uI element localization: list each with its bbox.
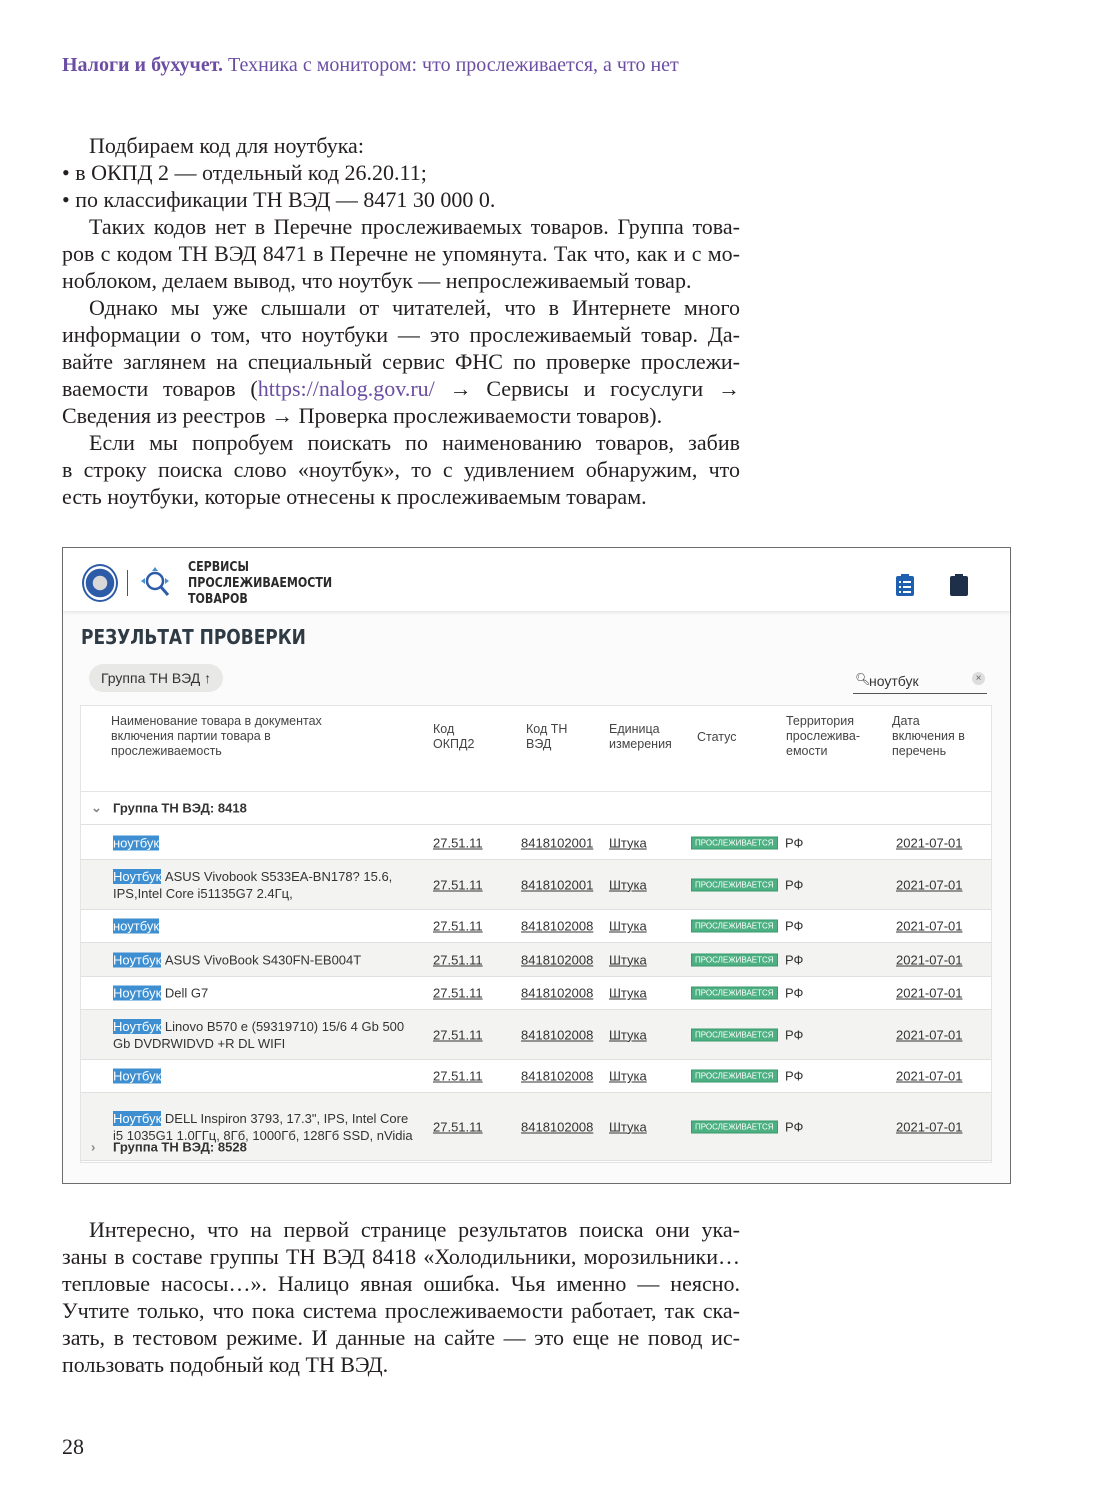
- text-line: Сведения из реестров → Проверка прослеживаемости товаров).: [62, 403, 663, 428]
- search-highlight: Ноутбук: [113, 1018, 162, 1034]
- service-screenshot: [62, 547, 1011, 1184]
- results-table: [80, 705, 992, 1163]
- date-link[interactable]: 2021-07-01: [896, 877, 963, 892]
- traceability-logo-icon: [139, 566, 173, 600]
- tnved-link[interactable]: 8418102008: [521, 918, 594, 934]
- date-link[interactable]: 2021-07-01: [896, 1068, 963, 1084]
- clipboard-list-icon[interactable]: [895, 573, 915, 597]
- table-row[interactable]: [81, 1060, 991, 1093]
- unit-link[interactable]: Штука: [609, 835, 647, 850]
- table-row[interactable]: [81, 860, 991, 910]
- territory: РФ: [785, 952, 804, 967]
- status-badge: ПРОСЛЕЖИВАЕТСЯ: [691, 1120, 778, 1133]
- text: → Сервисы и госуслуги →: [434, 376, 740, 401]
- date-link[interactable]: 2021-07-01: [896, 1027, 963, 1042]
- search-highlight: Ноутбук: [113, 868, 162, 884]
- tnved-link[interactable]: 8418102008: [521, 1027, 594, 1042]
- brand-name: [188, 560, 332, 608]
- text-line: тепловые насосы…». Налицо явная ошибка. Чья именно — неясно.: [62, 1271, 740, 1296]
- product-name: [113, 834, 418, 851]
- product-name: [113, 918, 418, 935]
- chevron-right-icon: ›: [91, 1139, 96, 1155]
- text-line: заны в составе группы ТН ВЭД 8418 «Холодильники, морозильники…: [62, 1244, 740, 1269]
- clipboard-icon[interactable]: [949, 573, 969, 597]
- text-line: есть ноутбуки, которые отнесены к прослеживаемым товарам.: [62, 484, 647, 509]
- brand-line: ПРОСЛЕЖИВАЕМОСТИ: [188, 576, 333, 591]
- status-badge: ПРОСЛЕЖИВАЕТСЯ: [691, 987, 778, 1000]
- okpd-link[interactable]: 27.51.11: [433, 985, 483, 1001]
- text-line: в строку поиска слово «ноутбук», то с удивлением обнаружим, что: [62, 457, 740, 482]
- status-badge: ПРОСЛЕЖИВАЕТСЯ: [691, 953, 778, 966]
- search-highlight: Ноутбук: [113, 1068, 162, 1084]
- territory: РФ: [785, 918, 804, 934]
- territory: РФ: [785, 1119, 804, 1134]
- table-row[interactable]: [81, 910, 991, 943]
- text-line: информации о том, что ноутбуки — это прослеживаемый товар. Да-: [62, 322, 740, 347]
- text-line: Если мы попробуем поискать по наименованию товаров, забив: [89, 430, 740, 455]
- status-badge: ПРОСЛЕЖИВАЕТСЯ: [691, 1028, 778, 1041]
- bullet-item: • по классификации ТН ВЭД — 8471 30 000 0.: [62, 187, 496, 212]
- unit-link[interactable]: Штука: [609, 877, 647, 892]
- bullet-item: • в ОКПД 2 — отдельный код 26.20.11;: [62, 160, 427, 185]
- running-header: [62, 54, 679, 77]
- search-input[interactable]: [853, 670, 987, 694]
- col-name: Наименование товара в документах включения партии товара в прослеживаемость: [111, 714, 322, 758]
- date-link[interactable]: 2021-07-01: [896, 918, 963, 934]
- search-highlight: Ноутбук: [113, 952, 162, 967]
- tnved-link[interactable]: 8418102008: [521, 1119, 594, 1134]
- product-name-text: ASUS VivoBook S430FN-EB004T: [161, 952, 362, 967]
- okpd-link[interactable]: 27.51.11: [433, 1027, 483, 1042]
- unit-link[interactable]: Штука: [609, 952, 647, 967]
- territory: РФ: [785, 985, 804, 1001]
- unit-link[interactable]: Штука: [609, 1027, 647, 1042]
- search-highlight: Ноутбук: [113, 985, 162, 1001]
- group-row-8528[interactable]: [81, 1131, 991, 1163]
- territory: РФ: [785, 1027, 804, 1042]
- col-tnved: Код ТН ВЭД: [526, 722, 568, 751]
- site-header: [63, 548, 1010, 611]
- status-badge: ПРОСЛЕЖИВАЕТСЯ: [691, 836, 778, 849]
- tnved-link[interactable]: 8418102001: [521, 835, 594, 850]
- fns-emblem-icon: [82, 564, 118, 602]
- tnved-link[interactable]: 8418102008: [521, 985, 594, 1001]
- group-sort-chip[interactable]: Группа ТН ВЭД ↑: [89, 664, 223, 692]
- unit-link[interactable]: Штука: [609, 985, 647, 1001]
- territory: РФ: [785, 1068, 804, 1084]
- text-line: зать, в тестовом режиме. И данные на сайте — это еще не повод ис-: [62, 1325, 740, 1350]
- text-line: вайте заглянем на специальный сервис ФНС по проверке прослежи-: [62, 349, 740, 374]
- text-line: Подбираем код для ноутбука:: [89, 133, 364, 158]
- search-highlight: ноутбук: [113, 918, 160, 934]
- okpd-link[interactable]: 27.51.11: [433, 877, 483, 892]
- table-header: [81, 706, 991, 792]
- text-line: [62, 375, 740, 402]
- chevron-down-icon: ⌄: [91, 800, 102, 815]
- okpd-link[interactable]: 27.51.11: [433, 835, 483, 850]
- unit-link[interactable]: Штука: [609, 918, 647, 934]
- text-line: пользовать подобный код ТН ВЭД.: [62, 1352, 389, 1377]
- product-name-text: ASUS Vivobook S533EA-BN178? 15.6, IPS,Intel Core i51135G7 2.4Гц,: [113, 868, 393, 901]
- text-line: ноблоком, делаем вывод, что ноутбук — непрослеживаемый товар.: [62, 268, 692, 293]
- group-row-8418[interactable]: [81, 792, 991, 825]
- group-label: Группа ТН ВЭД: 8418: [113, 800, 247, 816]
- col-okpd: Код ОКПД2: [433, 722, 475, 751]
- territory: РФ: [785, 877, 804, 892]
- text-line: Учтите только, что пока система прослеживаемости работает, так ска-: [62, 1298, 740, 1323]
- okpd-link[interactable]: 27.51.11: [433, 952, 483, 967]
- product-name-text: Linovo B570 e (59319710) 15/6 4 Gb 500 Gb DVDRWIDVD +R DL WIFI: [113, 1018, 405, 1051]
- page-title: РЕЗУЛЬТАТ ПРОВЕРКИ: [81, 625, 306, 649]
- territory: РФ: [785, 835, 804, 850]
- brand-line: СЕРВИСЫ: [188, 560, 249, 575]
- paragraph-5: [62, 1216, 740, 1378]
- nalog-link[interactable]: https://nalog.gov.ru/: [257, 376, 435, 401]
- table-row[interactable]: [81, 943, 991, 977]
- divider: [127, 570, 128, 596]
- status-badge: ПРОСЛЕЖИВАЕТСЯ: [691, 920, 778, 933]
- status-badge: ПРОСЛЕЖИВАЕТСЯ: [691, 878, 778, 891]
- product-name: [113, 1068, 418, 1085]
- unit-link[interactable]: Штука: [609, 1119, 647, 1134]
- date-link[interactable]: 2021-07-01: [896, 835, 963, 850]
- clear-search-icon[interactable]: ×: [972, 672, 985, 685]
- okpd-link[interactable]: 27.51.11: [433, 1068, 483, 1084]
- search-highlight: ноутбук: [113, 835, 160, 850]
- product-name: [113, 985, 418, 1002]
- product-name: [113, 951, 418, 968]
- brand-line: ТОВАРОВ: [188, 592, 248, 607]
- text-line: ров с кодом ТН ВЭД 8471 в Перечне не упомянута. Так что, как и с мо-: [62, 241, 740, 266]
- product-name-text: DELL Inspiron 3793, 17.3", IPS, Intel Core i5 1035G1 1.0ГГц, 8Гб, 1000Гб, 128Гб SSD, nVidia: [113, 1110, 413, 1143]
- section-name: Налоги и бухучет.: [62, 54, 224, 76]
- col-status: Статус: [697, 730, 737, 744]
- text-line: Интересно, что на первой странице результатов поиска они ука-: [89, 1217, 740, 1242]
- tnved-link[interactable]: 8418102001: [521, 877, 594, 892]
- product-name: [113, 1018, 418, 1052]
- product-name-text: Dell G7: [161, 985, 209, 1001]
- okpd-link[interactable]: 27.51.11: [433, 918, 483, 934]
- search-icon: 🔍︎: [855, 672, 871, 686]
- text: ваемости товаров (: [62, 376, 258, 401]
- date-link[interactable]: 2021-07-01: [896, 952, 963, 967]
- page-number: 28: [62, 1434, 84, 1459]
- col-unit: Единица измерения: [609, 722, 672, 751]
- unit-link[interactable]: Штука: [609, 1068, 647, 1084]
- text-line: Однако мы уже слышали от читателей, что в Интернете много: [89, 295, 740, 320]
- article-title: Техника с монитором: что прослеживается, а что нет: [228, 54, 679, 76]
- col-territory: Территория прослежива-емости: [786, 714, 860, 758]
- text-line: Таких кодов нет в Перечне прослеживаемых товаров. Группа това-: [89, 214, 740, 239]
- tnved-link[interactable]: 8418102008: [521, 1068, 594, 1084]
- search-value: ноутбук: [869, 673, 919, 689]
- paragraph-1: [62, 132, 740, 510]
- table-row[interactable]: [81, 826, 991, 860]
- search-highlight: Ноутбук: [113, 1110, 162, 1126]
- date-link[interactable]: 2021-07-01: [896, 1119, 963, 1134]
- table-row[interactable]: [81, 977, 991, 1010]
- product-name: [113, 868, 418, 902]
- okpd-link[interactable]: 27.51.11: [433, 1119, 483, 1134]
- tnved-link[interactable]: 8418102008: [521, 952, 594, 967]
- group-label: Группа ТН ВЭД: 8528: [113, 1139, 247, 1155]
- status-badge: ПРОСЛЕЖИВАЕТСЯ: [691, 1070, 778, 1083]
- table-row[interactable]: [81, 1010, 991, 1060]
- col-date: Дата включения в перечень: [892, 714, 965, 758]
- date-link[interactable]: 2021-07-01: [896, 985, 963, 1001]
